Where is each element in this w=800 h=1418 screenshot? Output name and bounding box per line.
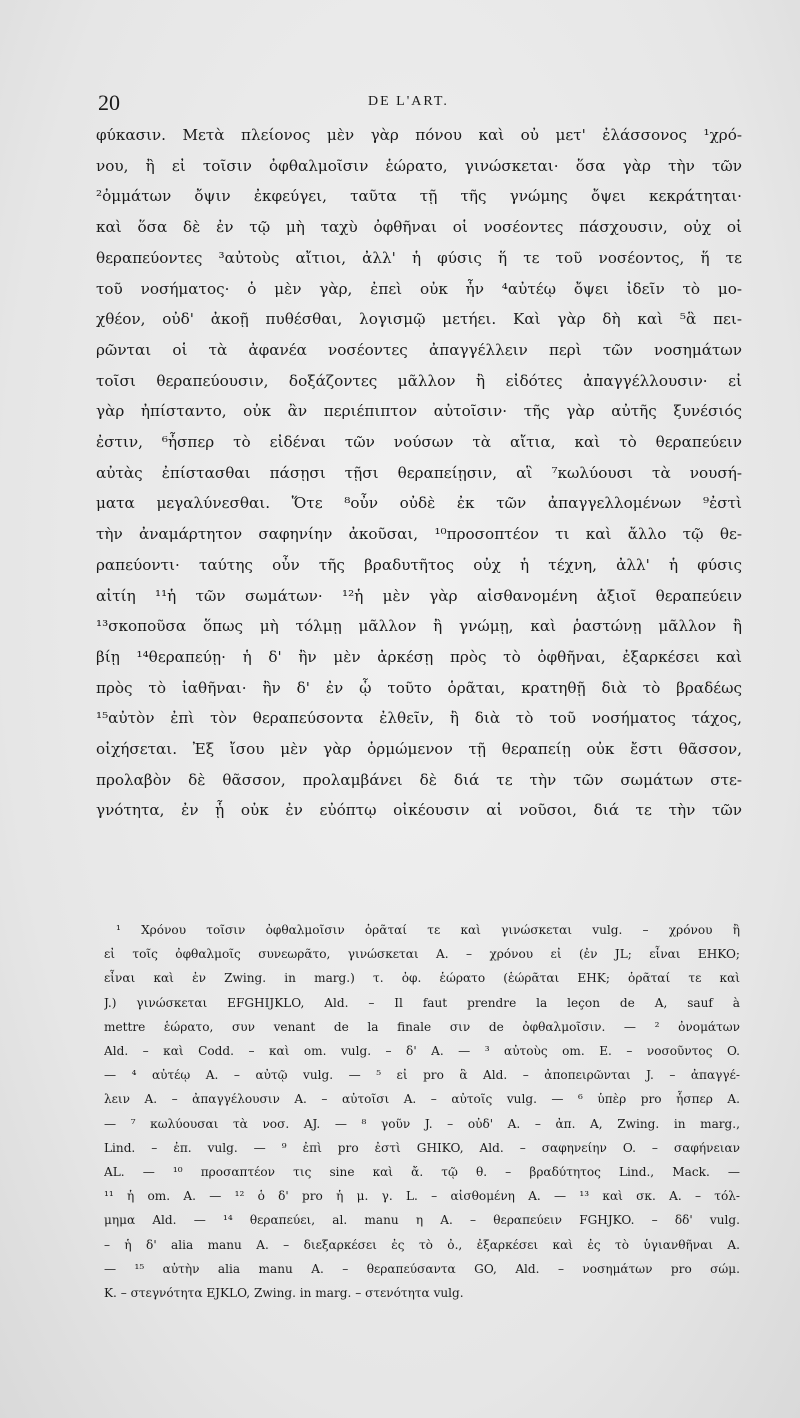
text-line: πρὸς τὸ ἰαθῆναι· ἢν δ' ἐν ᾧ τοῦτο ὁρᾶται, κρατηθῇ διὰ τὸ βραδέως <box>96 678 742 697</box>
text-line: ¹⁵αὐτὸν ἐπὶ τὸν θεραπεύσοντα ἐλθεῖν, ἢ διὰ τὸ τοῦ νοσήματος τάχος, <box>96 709 742 728</box>
text-line: αὐτὰς ἐπίστασθαι πάσῃσι τῇσι θεραπείῃσιν, αἳ ⁷κωλύουσι τὰ νουσή- <box>96 463 742 482</box>
text-line: νου, ἢ εἰ τοῖσιν ὀφθαλμοῖσιν ἑώρατο, γινώσκεται· ὅσα γὰρ τὴν τῶν <box>96 156 742 175</box>
footnote-line: Lind. – ἐπ. vulg. — ⁹ ἐπὶ pro ἐστὶ GHIKO, Ald. – σαφηνείην O. – σαφήνειαν <box>104 1140 740 1155</box>
footnote-line: εἶναι καὶ ἐν Zwing. in marg.) τ. ὀφ. ἑώρατο (ἑώρᾶται EHK; ὁρᾶταί τε καὶ <box>104 971 740 986</box>
footnote-line: μημα Ald. — ¹⁴ θεραπεύει, al. manu η A. – θεραπεύειν FGHJKO. – δδ' vulg. <box>104 1213 740 1228</box>
footnote-line: mettre ἑώρατο, συν venant de la finale σιν de ὀφθαλμοῖσιν. — ² ὀνομάτων <box>104 1019 740 1034</box>
running-head: DE L'ART. <box>368 94 449 109</box>
text-line: τὴν ἀναμάρτητον σαφηνίην ἀκοῦσαι, ¹⁰προσοπτέον τι καὶ ἄλλο τῷ θε- <box>96 525 742 544</box>
text-line: αἰτίη ¹¹ἡ τῶν σωμάτων· ¹²ἡ μὲν γὰρ αἰσθανομένη ἀξιοῖ θεραπεύειν <box>96 586 742 605</box>
text-line: προλαβὸν δὲ θᾶσσον, προλαμβάνει δὲ διά τε τὴν τῶν σωμάτων στε- <box>96 770 742 789</box>
footnote-line: ¹ Χρόνου τοῖσιν ὀφθαλμοῖσιν ὁρᾶταί τε καὶ γινώσκεται vulg. – χρόνου ἢ <box>116 923 740 937</box>
text-line: ἐστιν, ⁶ἧσπερ τὸ εἰδέναι τῶν νούσων τὰ αἴτια, καὶ τὸ θεραπεύειν <box>96 433 742 452</box>
page-number: 20 <box>98 90 120 115</box>
text-line: γὰρ ἠπίσταντο, οὐκ ἂν περιέπιπτον αὐτοῖσιν· τῆς γὰρ αὐτῆς ξυνέσιός <box>96 402 742 421</box>
text-line: ραπεύοντι· ταύτης οὖν τῆς βραδυτῆτος οὐχ ἡ τέχνη, ἀλλ' ἡ φύσις <box>96 555 742 574</box>
text-line: οἰχήσεται. Ἐξ ἴσου μὲν γὰρ ὁρμώμενον τῇ θεραπείῃ οὐκ ἔστι θᾶσσον, <box>96 740 742 759</box>
text-line: ρῶνται οἱ τὰ ἀφανέα νοσέοντες ἀπαγγέλλειν περὶ τῶν νοσημάτων <box>96 340 742 359</box>
footnote-line: Ald. – καὶ Codd. – καὶ om. vulg. – δ' A. — ³ αὐτοὺς om. E. – νοσοῦντος O. <box>104 1044 740 1059</box>
text-line: βίῃ ¹⁴θεραπεύῃ· ἡ δ' ἢν μὲν ἀρκέσῃ πρὸς τὸ ὀφθῆναι, ἐξαρκέσει καὶ <box>96 647 742 666</box>
page-header <box>98 90 738 120</box>
footnote-line: εἰ τοῖς ὀφθαλμοῖς συνεωρᾶτο, γινώσκεται A. – χρόνου εἰ (ἐν JL; εἶναι EHKO; <box>104 947 740 962</box>
footnote-line: K. – στεγνότητα EJKLO, Zwing. in marg. – στενότητα vulg. <box>104 1286 464 1301</box>
text-line: τοῖσι θεραπεύουσιν, δοξάζοντες μᾶλλον ἢ εἰδότες ἀπαγγέλλουσιν· εἰ <box>96 371 742 390</box>
footnote-line: ¹¹ ἡ om. A. — ¹² ὁ δ' pro ἡ μ. γ. L. – αἰσθομένη A. — ¹³ καὶ σκ. A. – τόλ- <box>104 1189 740 1204</box>
text-line: ²ὀμμάτων ὄψιν ἐκφεύγει, ταῦτα τῇ τῆς γνώμης ὄψει κεκράτηται· <box>96 187 742 206</box>
footnote-line: J.) γινώσκεται EFGHIJKLO, Ald. – Il faut prendre la leçon de A, sauf à <box>104 995 740 1010</box>
footnote-line: AL. — ¹⁰ προσαπτέον τις sine καὶ ἄ. τῷ θ. – βραδύτητος Lind., Mack. — <box>104 1165 740 1180</box>
text-line: γνότητα, ἐν ᾗ οὐκ ἐν εὐόπτῳ οἰκέουσιν αἱ νοῦσοι, διά τε τὴν τῶν <box>96 801 742 820</box>
footnotes <box>104 918 740 1305</box>
footnote-line: λειν A. – ἀπαγγέλουσιν A. – αὐτοῖσι A. – αὐτοῖς vulg. — ⁶ ὑπὲρ pro ἧσπερ A. <box>104 1092 740 1107</box>
footnote-line: – ἡ δ' alia manu A. – διεξαρκέσει ἐς τὸ ὀ., ἐξαρκέσει καὶ ἐς τὸ ὑγιανθῆναι A. <box>104 1237 740 1252</box>
text-line: φύκασιν. Μετὰ πλείονος μὲν γὰρ πόνου καὶ οὐ μετ' ἐλάσσονος ¹χρό- <box>96 126 742 144</box>
text-line: καὶ ὅσα δὲ ἐν τῷ μὴ ταχὺ ὀφθῆναι οἱ νοσέοντες πάσχουσιν, οὐχ οἱ <box>96 218 742 237</box>
main-text <box>96 120 742 826</box>
footnote-line: — ⁴ αὐτέῳ A. – αὐτῷ vulg. — ⁵ εἰ pro ἃ Ald. – ἀποπειρῶνται J. – ἀπαγγέ- <box>104 1068 740 1083</box>
text-line: τοῦ νοσήματος· ὁ μὲν γὰρ, ἐπεὶ οὐκ ἦν ⁴αὐτέῳ ὄψει ἰδεῖν τὸ μο- <box>96 279 742 298</box>
text-line: ¹³σκοποῦσα ὅπως μὴ τόλμῃ μᾶλλον ἢ γνώμῃ, καὶ ῥαστώνῃ μᾶλλον ἢ <box>96 617 742 636</box>
text-line: ματα μεγαλύνεσθαι. Ὅτε ⁸οὖν οὐδὲ ἐκ τῶν ἀπαγγελλομένων ⁹ἐστὶ <box>96 494 742 513</box>
text-line: θεραπεύοντες ³αὐτοὺς αἴτιοι, ἀλλ' ἡ φύσις ἥ τε τοῦ νοσέοντος, ἥ τε <box>96 248 742 267</box>
text-line: χθέον, οὐδ' ἀκοῇ πυθέσθαι, λογισμῷ μετήει. Καὶ γὰρ δὴ καὶ ⁵ἃ πει- <box>96 310 742 329</box>
footnote-line: — ⁷ κωλύουσαι τὰ νοσ. AJ. — ⁸ γοῦν J. – οὐδ' A. – ἀπ. A, Zwing. in marg., <box>104 1116 740 1131</box>
footnote-line: — ¹⁵ αὐτὴν alia manu A. – θεραπεύσαντα GO, Ald. – νοσημάτων pro σώμ. <box>104 1261 740 1276</box>
